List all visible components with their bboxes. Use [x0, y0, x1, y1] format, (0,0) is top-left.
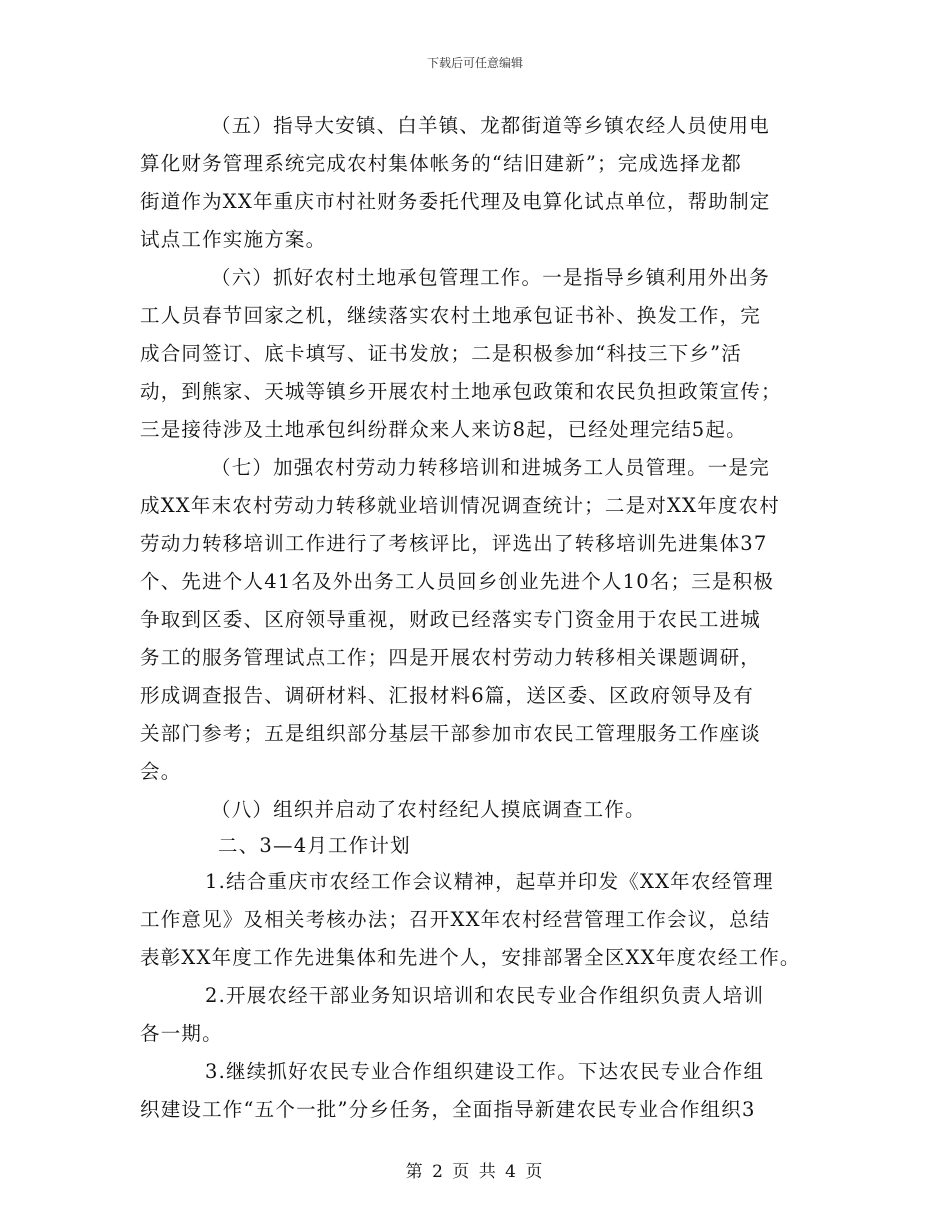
paragraph-line: 算化财务管理系统完成农村集体帐务的“结旧建新”；完成选择龙都	[140, 152, 742, 175]
paragraph-line: 各一期。	[140, 1022, 223, 1045]
paragraph-line: 工作意见》及相关考核办法；召开XX年农村经营管理工作会议，总结	[140, 908, 771, 931]
paragraph-line: 关部门参考；五是组织部分基层干部参加市农民工管理服务工作座谈	[140, 722, 762, 745]
paragraph-line: 务工的服务管理试点工作；四是开展农村劳动力转移相关课题调研，	[140, 646, 762, 669]
paragraph-line: 成XX年末农村劳动力转移就业培训情况调查统计；二是对XX年度农村	[140, 494, 780, 517]
paragraph-line: 1.结合重庆市农经工作会议精神，起草并印发《XX年农经管理	[205, 870, 774, 893]
paragraph-line: 2.开展农经干部业务知识培训和农民专业合作组织负责人培训	[205, 984, 765, 1007]
paragraph-line: 工人员春节回家之机，继续落实农村土地承包证书补、换发工作，完	[140, 304, 762, 327]
paragraph-line: 表彰XX年度工作先进集体和先进个人，安排部署全区XX年度农经工作。	[140, 946, 801, 969]
paragraph-line: 街道作为XX年重庆市村社财务委托代理及电算化试点单位，帮助制定	[140, 190, 771, 213]
page-header-note: 下载后可任意编辑	[426, 56, 523, 70]
page-number-footer: 第 2 页 共 4 页	[405, 1162, 545, 1182]
paragraph-line: 会。	[140, 760, 182, 783]
paragraph-line: 个、先进个人41名及外出务工人员回乡创业先进个人10名；三是积极	[140, 570, 775, 593]
paragraph-line: 三是接待涉及土地承包纠纷群众来人来访8起，已经处理完结5起。	[140, 418, 747, 441]
section-heading: 二、3—4月工作计划	[218, 834, 411, 857]
paragraph-line: 成合同签订、底卡填写、证书发放；二是积极参加“科技三下乡”活	[140, 342, 742, 365]
paragraph-line: （五）指导大安镇、白羊镇、龙都街道等乡镇农经人员使用电	[211, 114, 770, 137]
paragraph-line: 劳动力转移培训工作进行了考核评比，评选出了转移培训先进集体37	[140, 532, 768, 555]
paragraph-line: （八）组织并启动了农村经纪人摸底调查工作。	[211, 798, 646, 821]
paragraph-line: 形成调查报告、调研材料、汇报材料6篇，送区委、区政府领导及有	[140, 684, 754, 707]
paragraph-line: 织建设工作“五个一批”分乡任务，全面指导新建农民专业合作组织3	[140, 1098, 756, 1121]
paragraph-line: 动，到熊家、天城等镇乡开展农村土地承包政策和农民负担政策宣传；	[140, 380, 782, 403]
paragraph-line: 试点工作实施方案。	[140, 228, 327, 251]
paragraph-line: 争取到区委、区府领导重视，财政已经落实专门资金用于农民工进城	[140, 608, 762, 631]
paragraph-line: （六）抓好农村土地承包管理工作。一是指导乡镇利用外出务	[211, 266, 770, 289]
paragraph-line: （七）加强农村劳动力转移培训和进城务工人员管理。一是完	[211, 456, 770, 479]
paragraph-line: 3.继续抓好农民专业合作组织建设工作。下达农民专业合作组	[205, 1060, 765, 1083]
